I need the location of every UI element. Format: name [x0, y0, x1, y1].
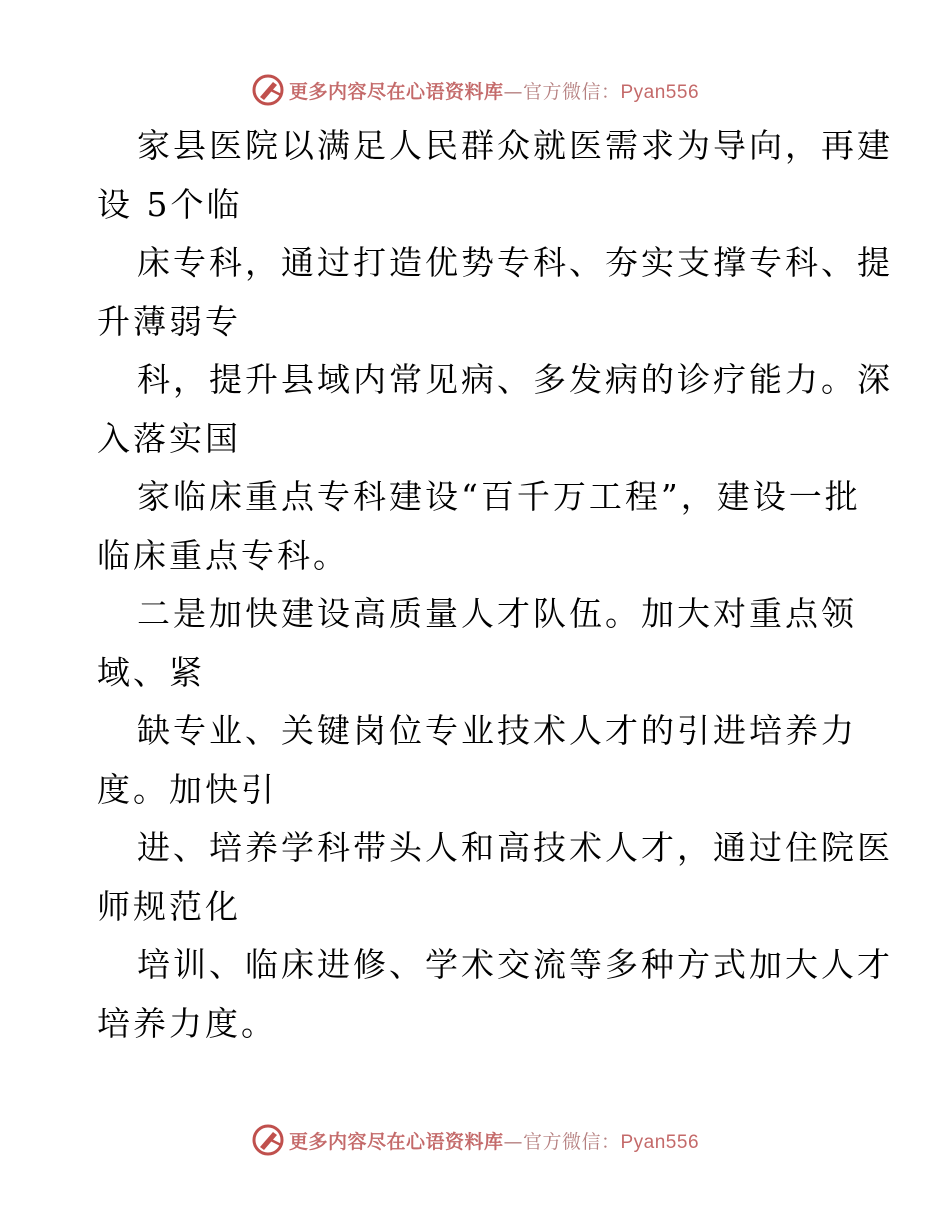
- header-watermark: [0, 72, 950, 108]
- paragraph-line: 度。加快引: [97, 769, 277, 809]
- paragraph-line: 家县医院以满足人民群众就医需求为导向，再建: [137, 126, 893, 165]
- paragraph-line: 培训、临床进修、学术交流等多种方式加大人才: [137, 945, 893, 984]
- paragraph-line: 床专科，通过打造优势专科、夯实支撑专科、提: [137, 243, 893, 282]
- paragraph-line: 家临床重点专科建设“百千万工程”，建设一批: [137, 477, 861, 516]
- watermark-dash: —: [503, 1130, 523, 1153]
- watermark-id: Pyan556: [620, 1131, 700, 1153]
- watermark-main: 更多内容尽在心语资料库: [288, 80, 504, 103]
- watermark-dash: —: [503, 80, 523, 103]
- paragraph-line: 科，提升县域内常见病、多发病的诊疗能力。深: [137, 360, 893, 399]
- watermark-text: [289, 1127, 699, 1154]
- document-body: [97, 117, 893, 1053]
- paragraph-line: 师规范化: [97, 886, 241, 926]
- watermark-text: [289, 77, 699, 104]
- paragraph-line: 二是加快建设高质量人才队伍。加大对重点领: [137, 594, 857, 633]
- watermark-sub: 官方微信：: [522, 80, 621, 103]
- paragraph-line: 缺专业、关键岗位专业技术人才的引进培养力: [137, 711, 857, 750]
- paragraph-line: 域、紧: [97, 652, 205, 692]
- paragraph-line: 入落实国: [97, 418, 241, 458]
- logo-icon: [251, 73, 285, 107]
- footer-watermark: [0, 1122, 950, 1158]
- watermark-id: Pyan556: [620, 81, 700, 103]
- paragraph-line: 升薄弱专: [97, 301, 241, 341]
- paragraph-line: 进、培养学科带头人和高技术人才，通过住院医: [137, 828, 893, 867]
- paragraph-line: 设 5个临: [97, 184, 243, 224]
- watermark-sub: 官方微信：: [522, 1130, 621, 1153]
- paragraph-line: 临床重点专科。: [97, 535, 349, 575]
- paragraph-line: 培养力度。: [97, 1003, 277, 1043]
- logo-icon: [251, 1123, 285, 1157]
- watermark-main: 更多内容尽在心语资料库: [288, 1130, 504, 1153]
